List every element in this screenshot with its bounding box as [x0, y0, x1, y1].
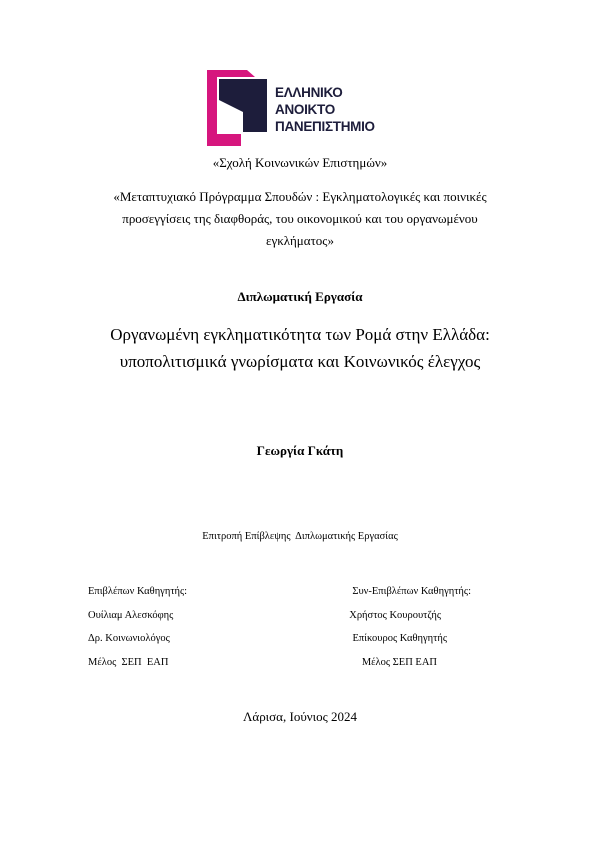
program-line-2: προσεγγίσεις της διαφθοράς, του οικονομικού και του οργανωμένου	[122, 211, 478, 226]
supervisor-membership: Μέλος ΣΕΠ ΕΑΠ	[88, 656, 169, 668]
thesis-title	[0, 321, 600, 375]
committee-heading: Επιτροπή Επίβλεψης Διπλωματικής Εργασίας	[202, 531, 398, 542]
logo-navy-bar	[223, 82, 263, 89]
supervisor-title: Δρ. Κοινωνιολόγος	[88, 633, 170, 644]
logo-line-1: ΕΛΛΗΝΙΚΟ	[275, 85, 343, 100]
program-name	[0, 186, 600, 252]
place-date: Λάρισα, Ιούνιος 2024	[242, 709, 358, 724]
co-supervisor-membership: Μέλος ΣΕΠ ΕΑΠ	[361, 656, 437, 668]
logo-wordmark	[275, 84, 375, 135]
supervisor-role: Επιβλέπων Καθηγητής:	[88, 586, 188, 597]
logo-line-2: ΑΝΟΙΚΤΟ	[275, 102, 335, 117]
co-supervisor-title: Επίκουρος Καθηγητής	[352, 633, 447, 644]
author-name: Γεωργία Γκάτη	[256, 443, 344, 458]
co-supervisor-role: Συν-Επιβλέπων Καθηγητής:	[352, 586, 471, 597]
supervisor-block	[88, 580, 187, 674]
university-logo	[207, 70, 397, 146]
logo-line-3: ΠΑΝΕΠΙΣΤΗΜΙΟ	[275, 119, 375, 134]
program-line-3: εγκλήματος»	[266, 233, 334, 248]
co-supervisor-name: Χρήστος Κουρουτζής	[349, 609, 441, 621]
thesis-title-line-1: Οργανωμένη εγκληματικότητα των Ρομά στην Ελλάδα:	[110, 325, 490, 344]
logo-emblem-icon	[207, 70, 273, 146]
thesis-label: Διπλωματική Εργασία	[237, 289, 363, 304]
supervisor-name: Ουίλιαμ Αλεσκόφης	[88, 609, 174, 621]
thesis-title-line-2: υποπολιτισμικά γνωρίσματα και Κοινωνικός έλεγχος	[119, 352, 481, 371]
program-line-1: «Μεταπτυχιακό Πρόγραμμα Σπουδών : Εγκληματολογικές και ποινικές	[113, 189, 487, 204]
co-supervisor-block	[300, 580, 471, 674]
school-name: «Σχολή Κοινωνικών Επιστημών»	[212, 155, 388, 170]
